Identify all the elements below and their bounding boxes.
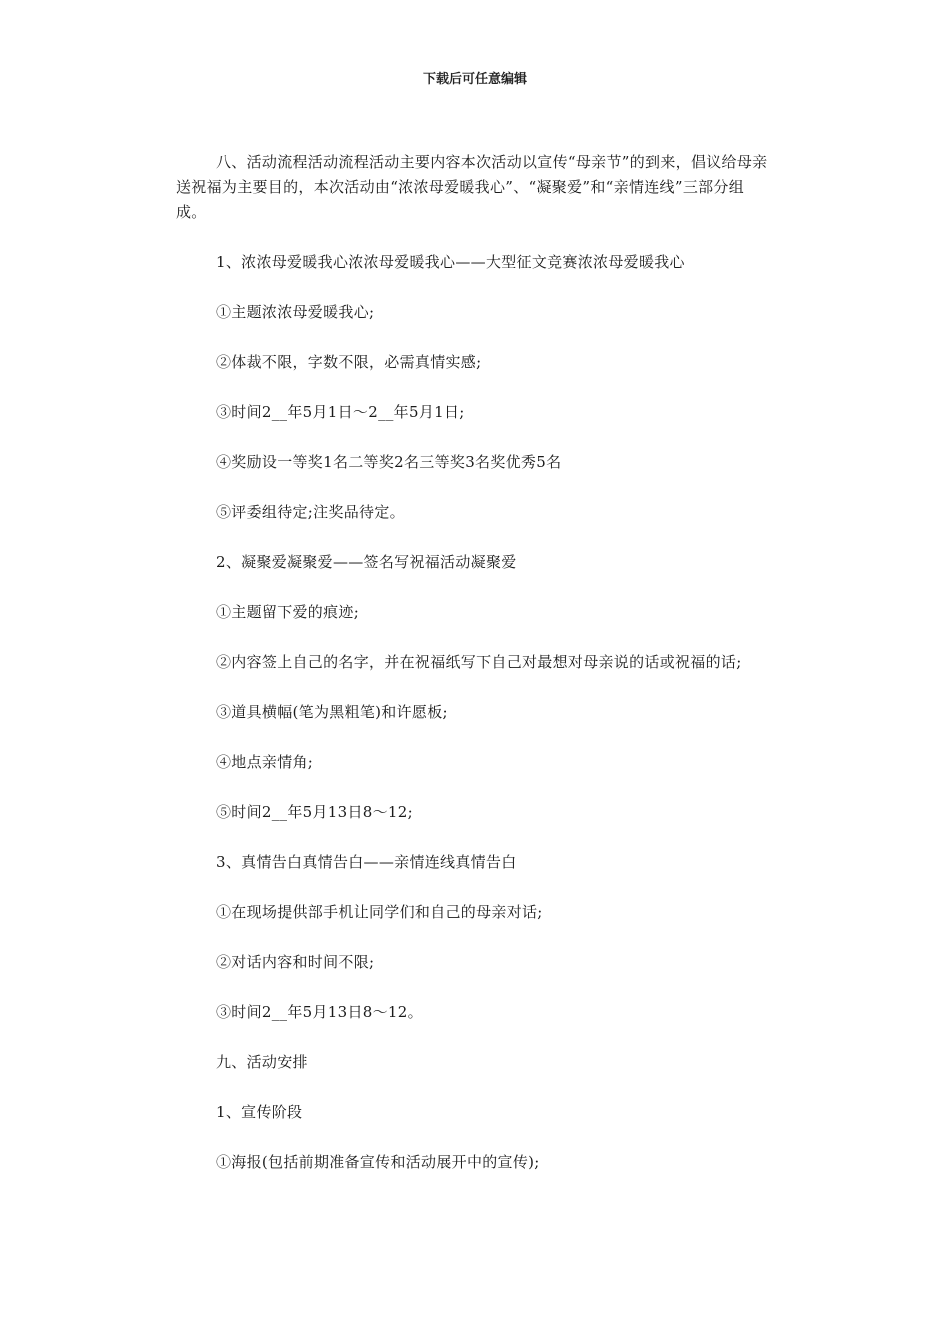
list-item: ⑤时间2__年5月13日8～12; xyxy=(216,803,413,821)
page-header: 下载后可任意编辑 xyxy=(422,72,527,87)
list-item: ①主题留下爱的痕迹; xyxy=(216,603,360,621)
list-item: ②对话内容和时间不限; xyxy=(216,953,375,971)
list-item: ④奖励设一等奖1名二等奖2名三等奖3名奖优秀5名 xyxy=(216,453,562,471)
list-item: ④地点亲情角; xyxy=(216,753,314,771)
list-item: ②内容签上自己的名字，并在祝福纸写下自己对最想对母亲说的话或祝福的话; xyxy=(216,653,742,671)
section-heading: 1、宣传阶段 xyxy=(216,1103,303,1121)
section-heading: 1、浓浓母爱暖我心浓浓母爱暖我心——大型征文竞赛浓浓母爱暖我心 xyxy=(216,253,685,271)
paragraph-intro: 八、活动流程活动流程活动主要内容本次活动以宣传“母亲节”的到来，倡议给母亲送祝福为主要目的，本次活动由“浓浓母爱暖我心”、“凝聚爱”和“亲情连线”三部分组成。 xyxy=(176,153,768,221)
list-item: ③时间2__年5月1日～2__年5月1日; xyxy=(216,403,465,421)
list-item: ③时间2__年5月13日8～12。 xyxy=(216,1003,423,1021)
list-item: ⑤评委组待定;注奖品待定。 xyxy=(216,503,405,521)
list-item: ③道具横幅(笔为黑粗笔)和许愿板; xyxy=(216,703,448,721)
section-heading: 3、真情告白真情告白——亲情连线真情告白 xyxy=(216,853,517,871)
list-item: ①在现场提供部手机让同学们和自己的母亲对话; xyxy=(216,903,543,921)
chapter-heading: 九、活动安排 xyxy=(216,1053,308,1071)
list-item: ①主题浓浓母爱暖我心; xyxy=(216,303,375,321)
section-heading: 2、凝聚爱凝聚爱——签名写祝福活动凝聚爱 xyxy=(216,553,517,571)
document-body xyxy=(176,150,774,1200)
list-item: ①海报(包括前期准备宣传和活动展开中的宣传); xyxy=(216,1153,540,1171)
list-item: ②体裁不限，字数不限，必需真情实感; xyxy=(216,353,482,371)
